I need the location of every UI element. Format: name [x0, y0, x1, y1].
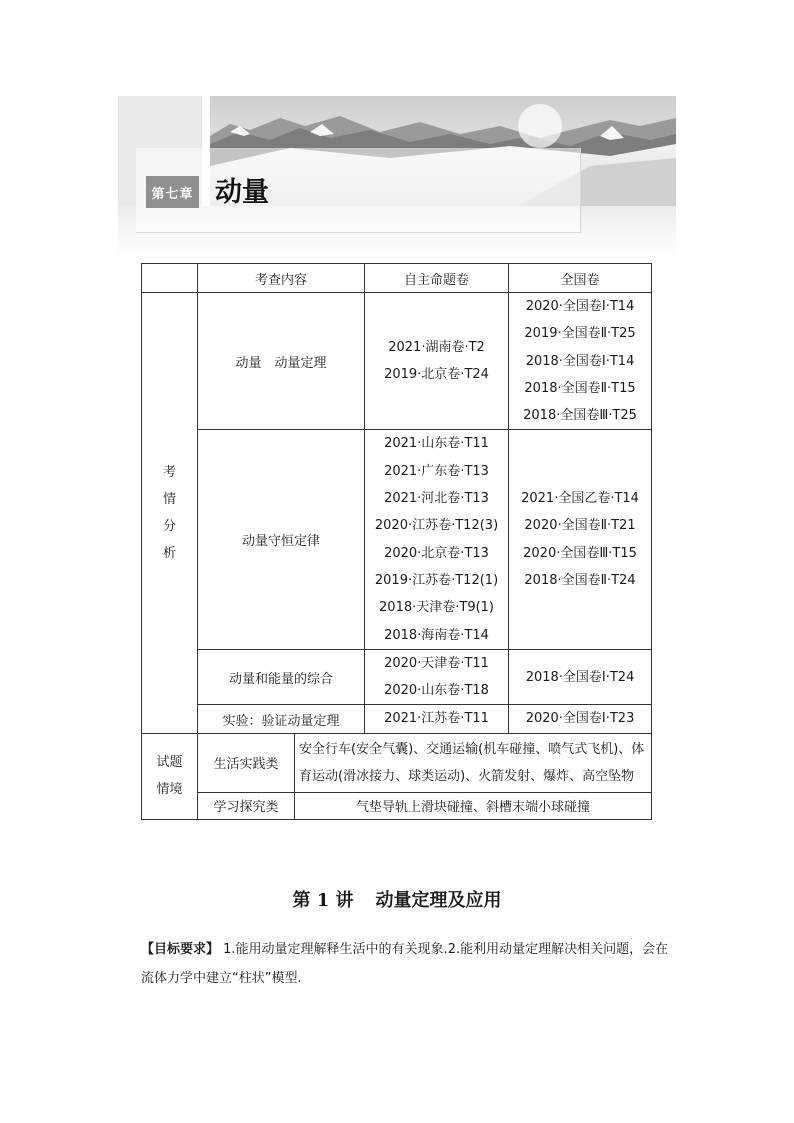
row-self-papers: 2021·山东卷·T11 2021·广东卷·T13 2021·河北卷·T13 2020·江苏卷·T12(3) 2020·北京卷·T13 2019·江苏卷·T12(1) 2018·天津卷·T9(1) 2018·海南卷·T14	[365, 430, 509, 649]
learning-goals	[141, 935, 681, 993]
goal-text: 1.能用动量定理解释生活中的有关现象.2.能利用动量定理解决相关问题，会在流体力学中建立“柱状”模型.	[141, 942, 669, 986]
row-national-papers: 2020·全国卷Ⅰ·T14 2019·全国卷Ⅱ·T25 2018·全国卷Ⅰ·T14 2018·全国卷Ⅱ·T15 2018·全国卷Ⅲ·T25	[509, 293, 652, 430]
section-label-analysis: 考 情 分 析	[142, 293, 198, 734]
table-row	[142, 649, 652, 705]
row-national-papers: 2020·全国卷Ⅰ·T23	[509, 705, 652, 733]
table-row	[142, 430, 652, 649]
row-content: 动量守恒定律	[198, 430, 365, 649]
table-row	[142, 293, 652, 430]
row-content: 实验：验证动量定理	[198, 705, 365, 733]
section-label-context: 试题 情境	[142, 733, 198, 819]
header-corner	[142, 264, 198, 293]
context-category: 学习探究类	[198, 792, 295, 819]
row-national-papers: 2018·全国卷Ⅰ·T24	[509, 649, 652, 705]
row-self-papers: 2021·江苏卷·T11	[365, 705, 509, 733]
row-content: 动量 动量定理	[198, 293, 365, 430]
header-content: 考查内容	[198, 264, 365, 293]
exam-analysis-table	[141, 263, 652, 820]
lesson-number: 第 1 讲	[292, 890, 354, 911]
table-row	[142, 733, 652, 792]
lesson-title	[0, 886, 794, 912]
row-self-papers: 2021·湖南卷·T2 2019·北京卷·T24	[365, 293, 509, 430]
context-text: 安全行车(安全气囊)、交通运输(机车碰撞、喷气式飞机)、体育运动(滑冰接力、球类运动)、火箭发射、爆炸、高空坠物	[295, 733, 652, 792]
row-content: 动量和能量的综合	[198, 649, 365, 705]
lesson-name: 动量定理及应用	[375, 890, 502, 911]
table-row	[142, 705, 652, 733]
row-self-papers: 2020·天津卷·T11 2020·山东卷·T18	[365, 649, 509, 705]
table-header-row	[142, 264, 652, 293]
context-text: 气垫导轨上滑块碰撞、斜槽末端小球碰撞	[295, 792, 652, 819]
chapter-banner	[118, 96, 676, 256]
chapter-badge: 第七章	[146, 176, 199, 208]
chapter-title-card	[136, 148, 581, 233]
header-self: 自主命题卷	[365, 264, 509, 293]
row-national-papers: 2021·全国乙卷·T14 2020·全国卷Ⅱ·T21 2020·全国卷Ⅲ·T15 2018·全国卷Ⅱ·T24	[509, 430, 652, 649]
goal-label: 【目标要求】	[141, 942, 220, 957]
table-row	[142, 792, 652, 819]
chapter-title: 动量	[215, 177, 269, 208]
context-category: 生活实践类	[198, 733, 295, 792]
header-national: 全国卷	[509, 264, 652, 293]
